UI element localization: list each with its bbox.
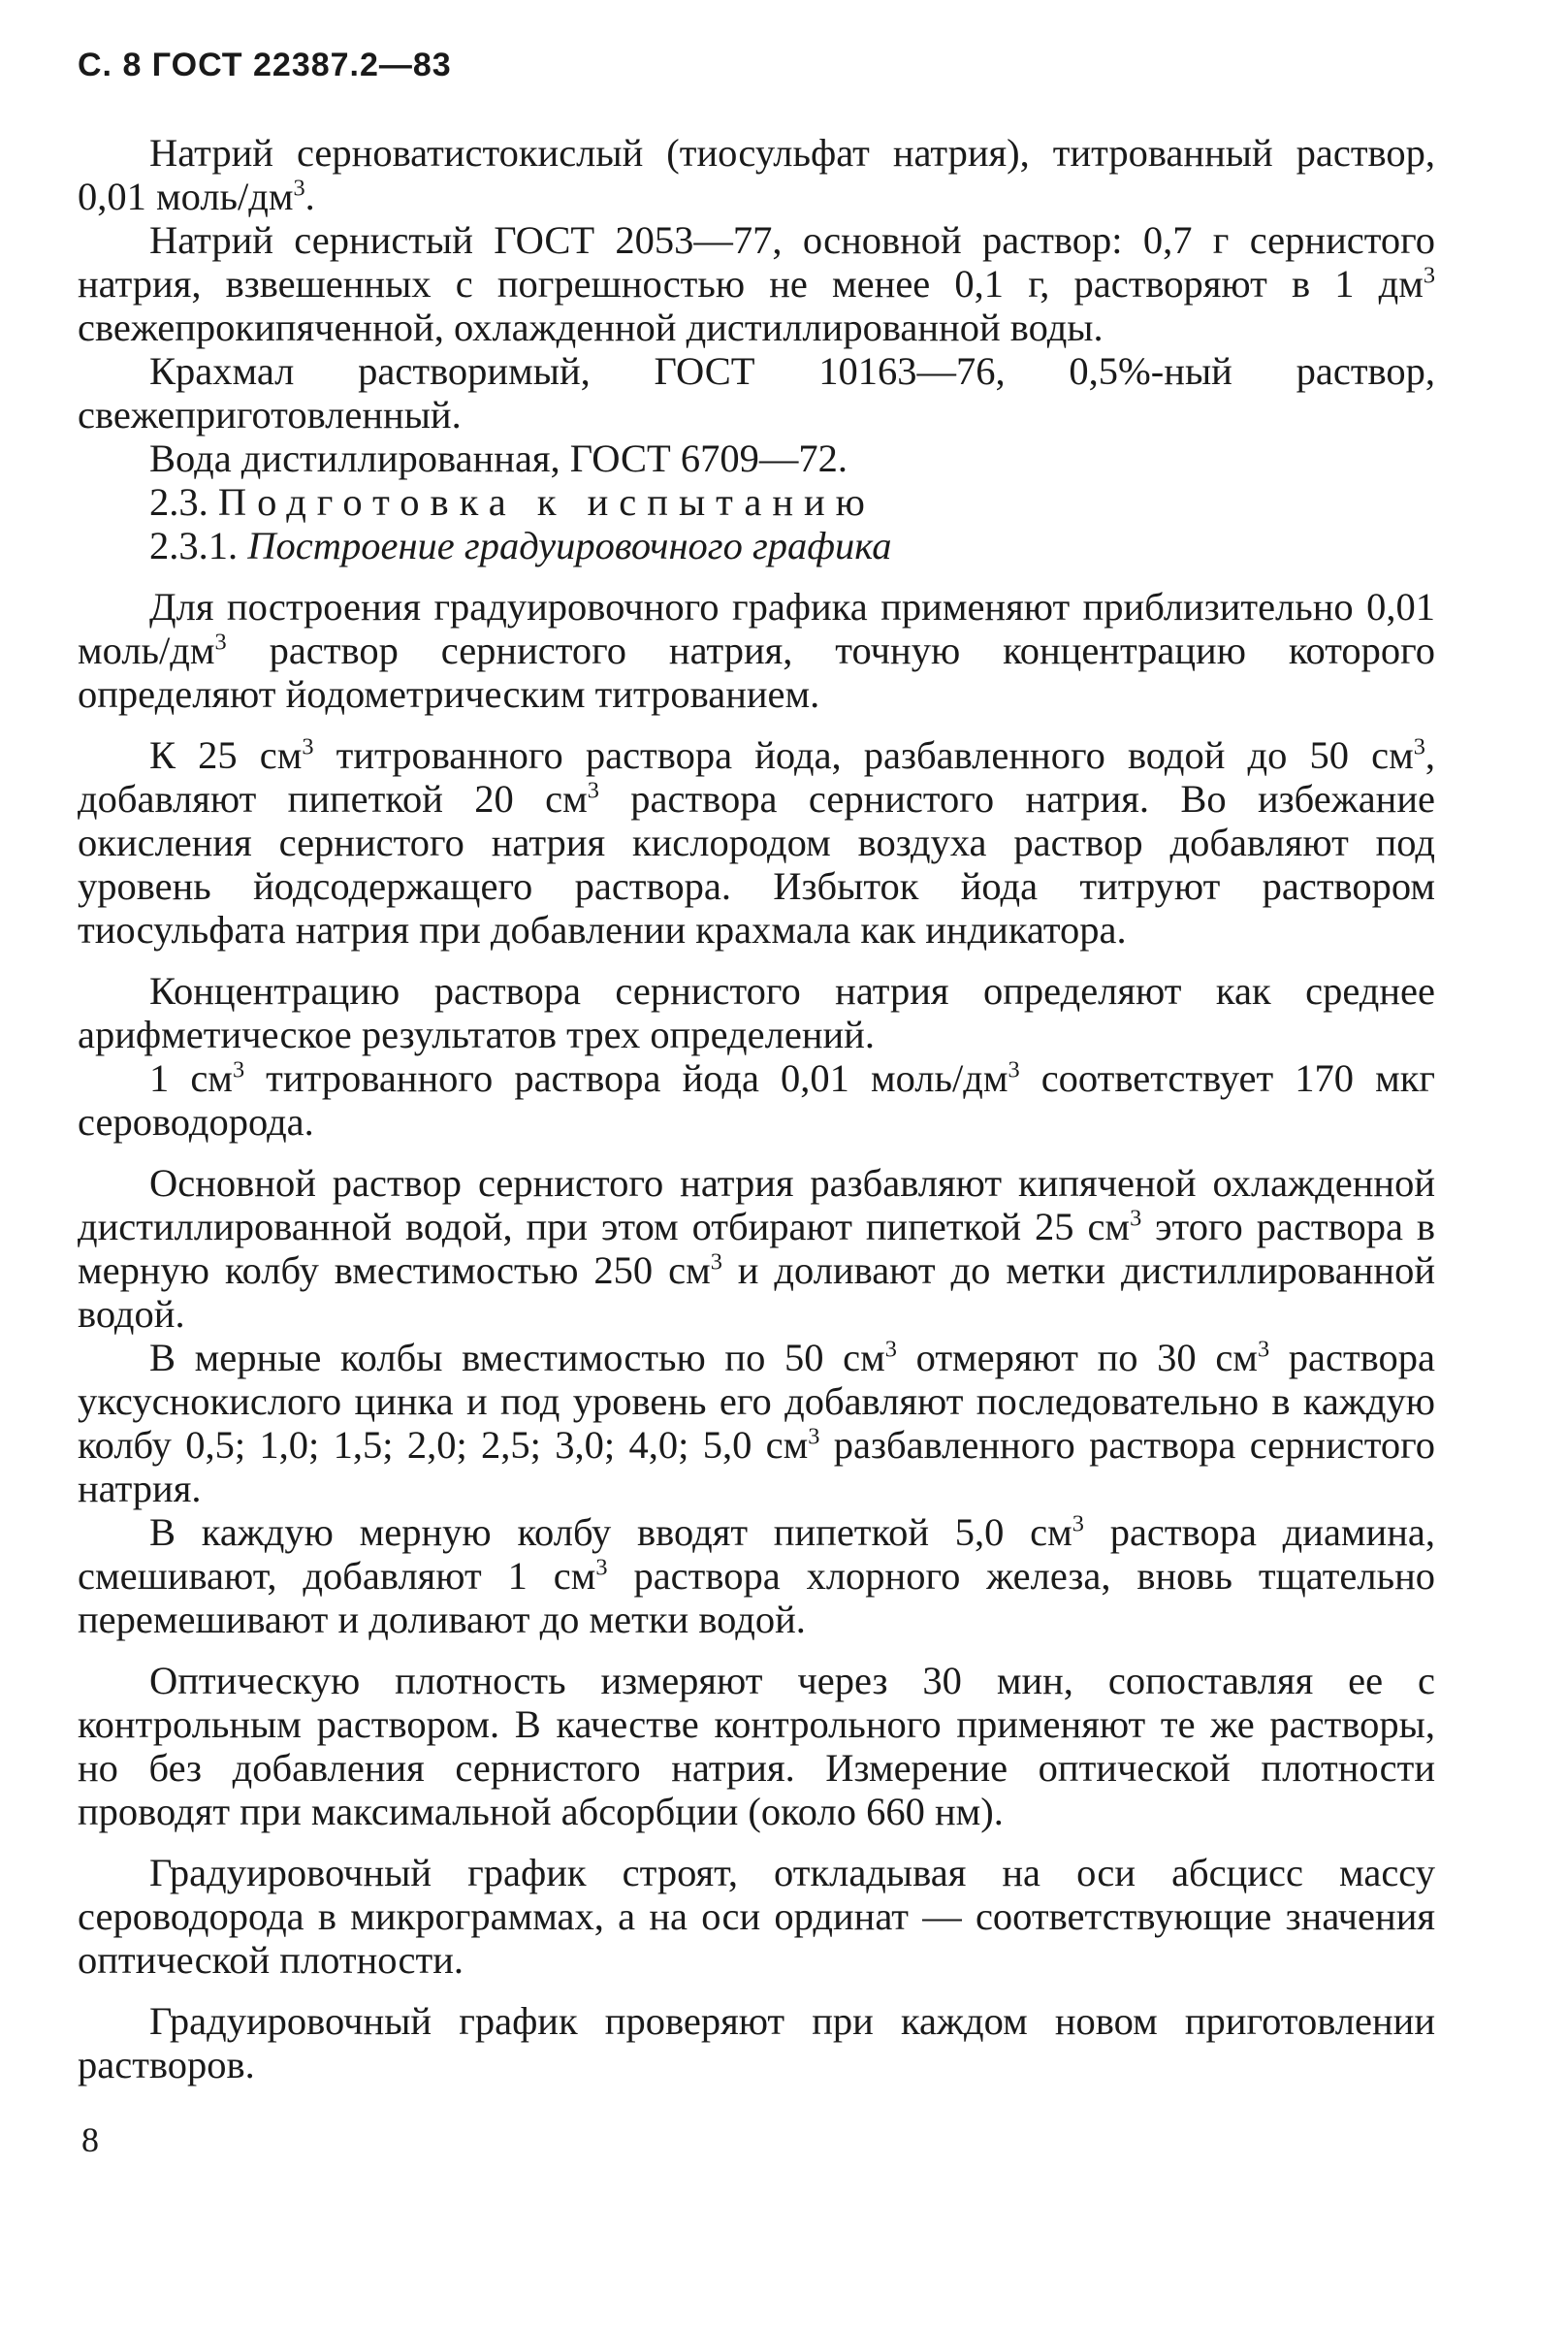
section-title: Подготовка к испытанию xyxy=(217,480,876,524)
section-heading: 2.3. Подготовка к испытанию xyxy=(149,480,876,524)
paragraph-graph-check: Градуировочный график проверяют при каждом новом приготовлении растворов. xyxy=(78,1999,1435,2086)
subsection-heading: 2.3.1. Построение градуировочного графика xyxy=(149,524,892,567)
paragraph-optical-density: Оптическую плотность измеряют через 30 мин, сопоставляя ее с контрольным раствором. В качестве контрольного применяют те же растворы, но без добавления сернистого натрия. Измерение оптической плотности проводят при максимальной абсорбции (около 660 нм). xyxy=(78,1659,1435,1833)
page-header: С. 8 ГОСТ 22387.2—83 xyxy=(78,47,452,83)
paragraph-distilled-water: Вода дистиллированная, ГОСТ 6709—72. xyxy=(149,436,848,480)
paragraph-titration: К 25 $см^3$ титрованного раствора йода, разбавленного водой до 50 $см^3$, добавляют пипеткой 20 $см^3$ раствора сернистого натрия. Во избежание окисления сернистого натрия кислородом воздуха раствор добавляют под уровень йодсодержащего раствора. Избыток йода титруют раствором тиосульфата натрия при добавлении крахмала как индикатора. xyxy=(78,733,1436,952)
paragraph-dilution: Основной раствор сернистого натрия разбавляют кипяченой охлажденной дистиллированной водой, при этом отбирают пипеткой 25 $см^3$ этого раствора в мерную колбу вместимостью 250 $см^3$ и доливают до метки дистиллированной водой. xyxy=(78,1161,1435,1336)
paragraph-calibration-intro: Для построения градуировочного графика применяют приблизительно 0,01 моль/$дм^3$ раствор сернистого натрия, точную концентрацию которого определяют йодометрическим титрованием. xyxy=(78,585,1435,716)
paragraph-concentration: Концентрацию раствора сернистого натрия определяют как среднее арифметическое результатов трех определений. xyxy=(78,969,1435,1056)
paragraph-starch: Крахмал растворимый, ГОСТ 10163—76, 0,5%-ный раствор, свежеприготовленный. xyxy=(78,349,1435,436)
page-number: 8 xyxy=(81,2120,99,2159)
paragraph-equivalence: 1 $см^3$ титрованного раствора йода 0,01 моль/$дм^3$ соответствует 170 мкг сероводорода. xyxy=(78,1056,1436,1144)
subsection-title: Построение градуировочного графика xyxy=(247,524,892,567)
paragraph-sodium-sulfide: Натрий сернистый ГОСТ 2053—77, основной раствор: 0,7 г сернистого натрия, взвешенных с погрешностью не менее 0,1 г, растворяют в 1 $дм^3$ свежепрокипяченной, охлажденной дистиллированной воды. xyxy=(78,218,1435,349)
paragraph-flasks: В мерные колбы вместимостью по 50 $см^3$ отмеряют по 30 $см^3$ раствора уксуснокислого цинка и под уровень его добавляют последовательно в каждую колбу 0,5; 1,0; 1,5; 2,0; 2,5; 3,0; 4,0; 5,0 $см^3$ разбавленного раствора сернистого натрия. xyxy=(78,1336,1435,1510)
paragraph-graph-axes: Градуировочный график строят, откладывая на оси абсцисс массу сероводорода в микрограммах, а на оси ординат — соответствующие значения оптической плотности. xyxy=(78,1851,1435,1982)
paragraph-sodium-thiosulfate: Натрий серноватистокислый (тиосульфат натрия), титрованный раствор, 0,01 моль/$дм^3$. xyxy=(78,131,1435,218)
document-body xyxy=(78,131,1435,2086)
paragraph-diamine: В каждую мерную колбу вводят пипеткой 5,0 $см^3$ раствора диамина, смешивают, добавляют 1 $см^3$ раствора хлорного железа, вновь тщательно перемешивают и доливают до метки водой. xyxy=(78,1510,1435,1641)
